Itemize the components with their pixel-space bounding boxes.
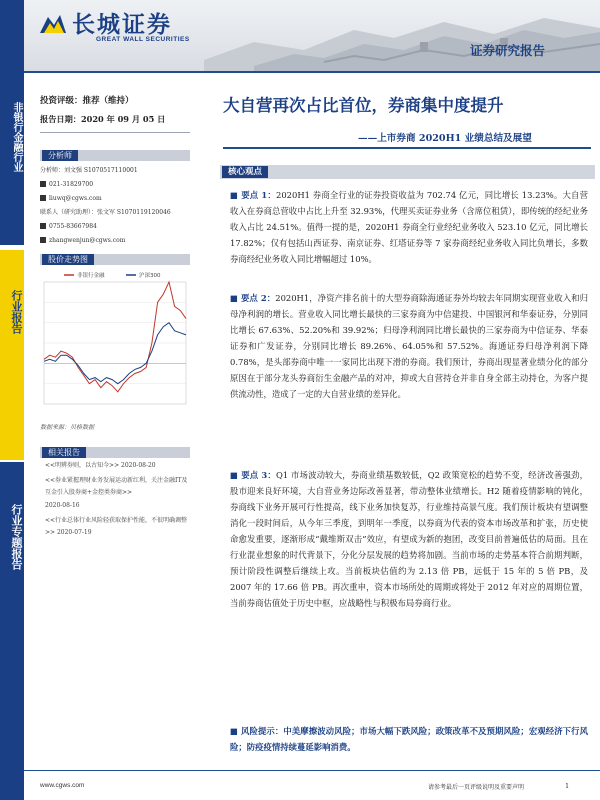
contact-email-row: [40, 237, 125, 245]
risk-text: 中美摩擦波动风险；市场大幅下跌风险；政策改革不及预期风险；宏观经济下行风险；防疫疫情持续蔓延影响消费。: [230, 726, 588, 752]
chart-source: 数据来源：贝格数据: [40, 424, 95, 431]
key-point-1-text: 2020H1 券商全行业的证券投资收益为 702.74 亿元，同比增长 13.23%。大自营收入在券商总营收中占比上升至 32.93%，代理买卖证券业务（含席位租赁），即传统的经纪业务收入占比 24.51%。值得一提的是，2020H1 券商全行业经纪业务收入 523.10 亿元，同比增长 17.82%；仅有包括山西证券、南京证券、红塔证券等 7 家券商经纪业务收入同比负增长，多数券商经纪业务收入同比增幅超过 10%。: [230, 190, 588, 264]
contact-email[interactable]: zhangwenjun@cgws.com: [49, 237, 126, 244]
key-point-3: ■ 要点 3：Q1 市场波动较大，券商业绩基数较低，Q2 政策宽松的趋势不变，经济改善强劲，股市迎来良好环境，大自营业务边际改善显著，带动整体业绩增长。H2 随着疫情影响的钝化，券商线下业务开展可行性提高，线下业务加快复苏，行业维持高景气度。我们预计板块有望调整消化一段时间后，从今年三季度，到明年一季度，以券商为代表的资本市场改革和扩张，历史使命愈发重要，逐渐形成“戴维斯双击”效应，有望成为新的抱团，改变目前普遍低估的局面。且在行业混业想象的时代背景下，分化分层发展的趋势将加剧。当前市场的走势基本符合前期判断，预计阶段性调整后继续上攻。当前板块估值约为 2.13 倍 PB，远低于 15 年的 5 倍 PB，及 2007 年的 17.66 倍 PB。再次重申，资本市场所处的周期或将处于 2012 年对应的周期位置，当前券商估值处于历史中枢，应战略性与积极布局券商行业。: [230, 470, 588, 608]
sidebar-bottom-label: 行业专题报告: [10, 504, 23, 570]
logo-icon: [38, 11, 68, 37]
key-point-2-text: 2020H1，净资产排名前十的大型券商除海通证券外均较去年同期实现营业收入和归母净利润的增长。营业收入同比增长最快的三家券商为中信建投、中国银河和华泰证券，分别同比增长 67.63%、52.20%和 39.92%；归母净利润同比增长最快的三家券商为中信证券、华泰证券和广发证券，分别同比增长 89.26%、64.05%和 57.52%。海通证券归母净利润下降 0.78%，是头部券商中唯一一家同比出现下滑的券商。我们预计，券商出现显著业绩分化的部分原因在于部分龙头券商衍生金融产品的对冲，抑或大自营持仓并非自身全部主动持仓，为客户提供流动性，造成了一定的大自营业绩的差异化。: [230, 293, 588, 399]
stock-chart-svg: [40, 268, 190, 416]
analyst-section-header: [40, 150, 190, 161]
contact-phone-row: [40, 223, 97, 231]
report-subtitle: ——上市券商 2020H1 业绩总结及展望: [358, 133, 532, 144]
analyst-name: 分析师：刘文强 S1070517110001: [40, 167, 138, 174]
report-type: 证券研究报告: [470, 43, 546, 58]
sidebar-bottom-block: [0, 462, 24, 800]
title-divider: [223, 147, 591, 149]
mail-icon: [40, 195, 46, 201]
sidebar-top-block: [0, 0, 24, 245]
sidebar: [0, 0, 24, 800]
related-item[interactable]: <<券业紧握理财业务发展运动新红利，关注金融IT及互金引入股券商+金控类券商>>: [45, 477, 188, 496]
chart-section-header: [40, 254, 190, 265]
key-point-2-label: 要点 2：: [240, 293, 276, 303]
logo-cn: 长城证券: [72, 12, 172, 38]
report-title: 大自营再次占比首位，券商集中度提升: [223, 96, 504, 115]
header: [24, 0, 600, 75]
mail-icon: [40, 237, 46, 243]
risk-label: 风险提示：: [241, 726, 284, 736]
key-point-2: ■ 要点 2：2020H1，净资产排名前十的大型券商除海通证券外均较去年同期实现营业收入和归母净利润的增长。营业收入同比增长最快的三家券商为中信建投、中国银河和华泰证券，分别同比增长 67.63%、52.20%和 39.92%；归母净利润同比增长最快的三家券商为中信证券、华泰证券和广发证券，分别同比增长 89.26%、64.05%和 57.52%。海通证券归母净利润下降 0.78%，是头部券商中唯一一家同比出现下滑的券商。我们预计，券商出现显著业绩分化的部分原因在于部分龙头券商衍生金融产品的对冲，抑或大自营持仓并非自身全部主动持仓，为客户提供流动性，造成了一定的大自营业绩的差异化。: [230, 293, 588, 399]
related-item[interactable]: <<行业总体行业风险轻获取保护性能，不很明确调整>> 2020-07-19: [45, 517, 188, 536]
key-points-header: [220, 165, 595, 179]
page-number: 1: [565, 782, 570, 790]
contact-phone: 0755-83667984: [49, 223, 97, 230]
key-point-3-text: Q1 市场波动较大，券商业绩基数较低，Q2 政策宽松的趋势不变，经济改善强劲，股市迎来良好环境，大自营业务边际改善显著，带动整体业绩增长。H2 随着疫情影响的钝化，券商线下业务开展可行性提高，线下业务加快复苏，行业维持高景气度。我们预计板块有望调整消化一段时间后，从今年三季度，到明年一季度，以券商为代表的资本市场改革和扩张，历史使命愈发重要，逐渐形成“戴维斯双击”效应，有望成为新的抱团，改变目前普遍低估的局面。且在行业混业想象的时代背景下，分化分层发展的趋势将加剧。当前市场的走势基本符合前期判断，预计阶段性调整后继续上攻。当前板块估值约为 2.13 倍 PB，远低于 15 年的 5 倍 PB，及 2007 年的 17.66 倍 PB。再次重申，资本市场所处的周期或将处于 2012 年对应的周期位置，当前券商估值处于历史中枢，应战略性与积极布局券商行业。: [230, 470, 588, 608]
report-date: 报告日期：2020 年 09 月 05 日: [40, 114, 166, 124]
key-points-label: 核心观点: [222, 166, 268, 178]
key-point-3-label: 要点 3：: [241, 470, 276, 480]
analyst-phone: 021-31829700: [49, 181, 94, 188]
sidebar-mid-block: [0, 250, 24, 460]
analyst-email-row: [40, 195, 102, 203]
key-point-1: ■ 要点 1：2020H1 券商全行业的证券投资收益为 702.74 亿元，同比增长 13.23%。大自营收入在券商总营收中占比上升至 32.93%，代理买卖证券业务（含席位租赁），即传统的经纪业务收入占比 24.51%。值得一提的是，2020H1 券商全行业经纪业务收入 523.10 亿元，同比增长 17.82%；仅有包括山西证券、南京证券、红塔证券等 7 家券商经纪业务收入同比负增长，多数券商经纪业务收入同比增幅超过 10%。: [230, 190, 588, 264]
investment-rating: 投资评级：推荐（维持）: [40, 96, 134, 106]
legend-label: 沪深300: [139, 273, 161, 279]
rating-divider: [40, 132, 190, 133]
risk-warning: ■ 风险提示：中美摩擦波动风险；市场大幅下跌风险；政策改革不及预期风险；宏观经济下行风险；防疫疫情持续蔓延影响消费。: [230, 726, 588, 752]
contact-person: 联系人（研究助理）：张文军 S1070119120046: [40, 209, 171, 216]
related-section-header: [40, 447, 190, 458]
related-section-label: 相关报告: [42, 447, 86, 458]
stock-chart: [40, 268, 190, 416]
phone-icon: [40, 181, 46, 187]
phone-icon: [40, 223, 46, 229]
legend-label: 非银行金融: [77, 273, 105, 279]
header-divider: [24, 71, 600, 73]
footer-divider: [24, 770, 600, 771]
related-item-date: 2020-08-16: [45, 502, 80, 509]
sidebar-top-label: 非银行金融行业: [11, 102, 22, 172]
analyst-email[interactable]: liuwq@cgws.com: [49, 195, 102, 202]
sidebar-mid-label: 行业报告: [10, 290, 23, 334]
footer-disclaimer[interactable]: 请参考最后一页评级说明及重要声明: [428, 784, 525, 791]
footer-url[interactable]: www.cgws.com: [40, 782, 85, 789]
chart-section-label: 股价走势图: [42, 254, 94, 265]
related-item[interactable]: <<明辨券则，以古知今>> 2020-08-20: [45, 462, 156, 469]
key-point-1-label: 要点 1：: [241, 190, 276, 200]
analyst-section-label: 分析师: [42, 150, 78, 161]
logo-en: GREAT WALL SECURITIES: [96, 36, 190, 43]
analyst-phone-row: [40, 181, 93, 189]
